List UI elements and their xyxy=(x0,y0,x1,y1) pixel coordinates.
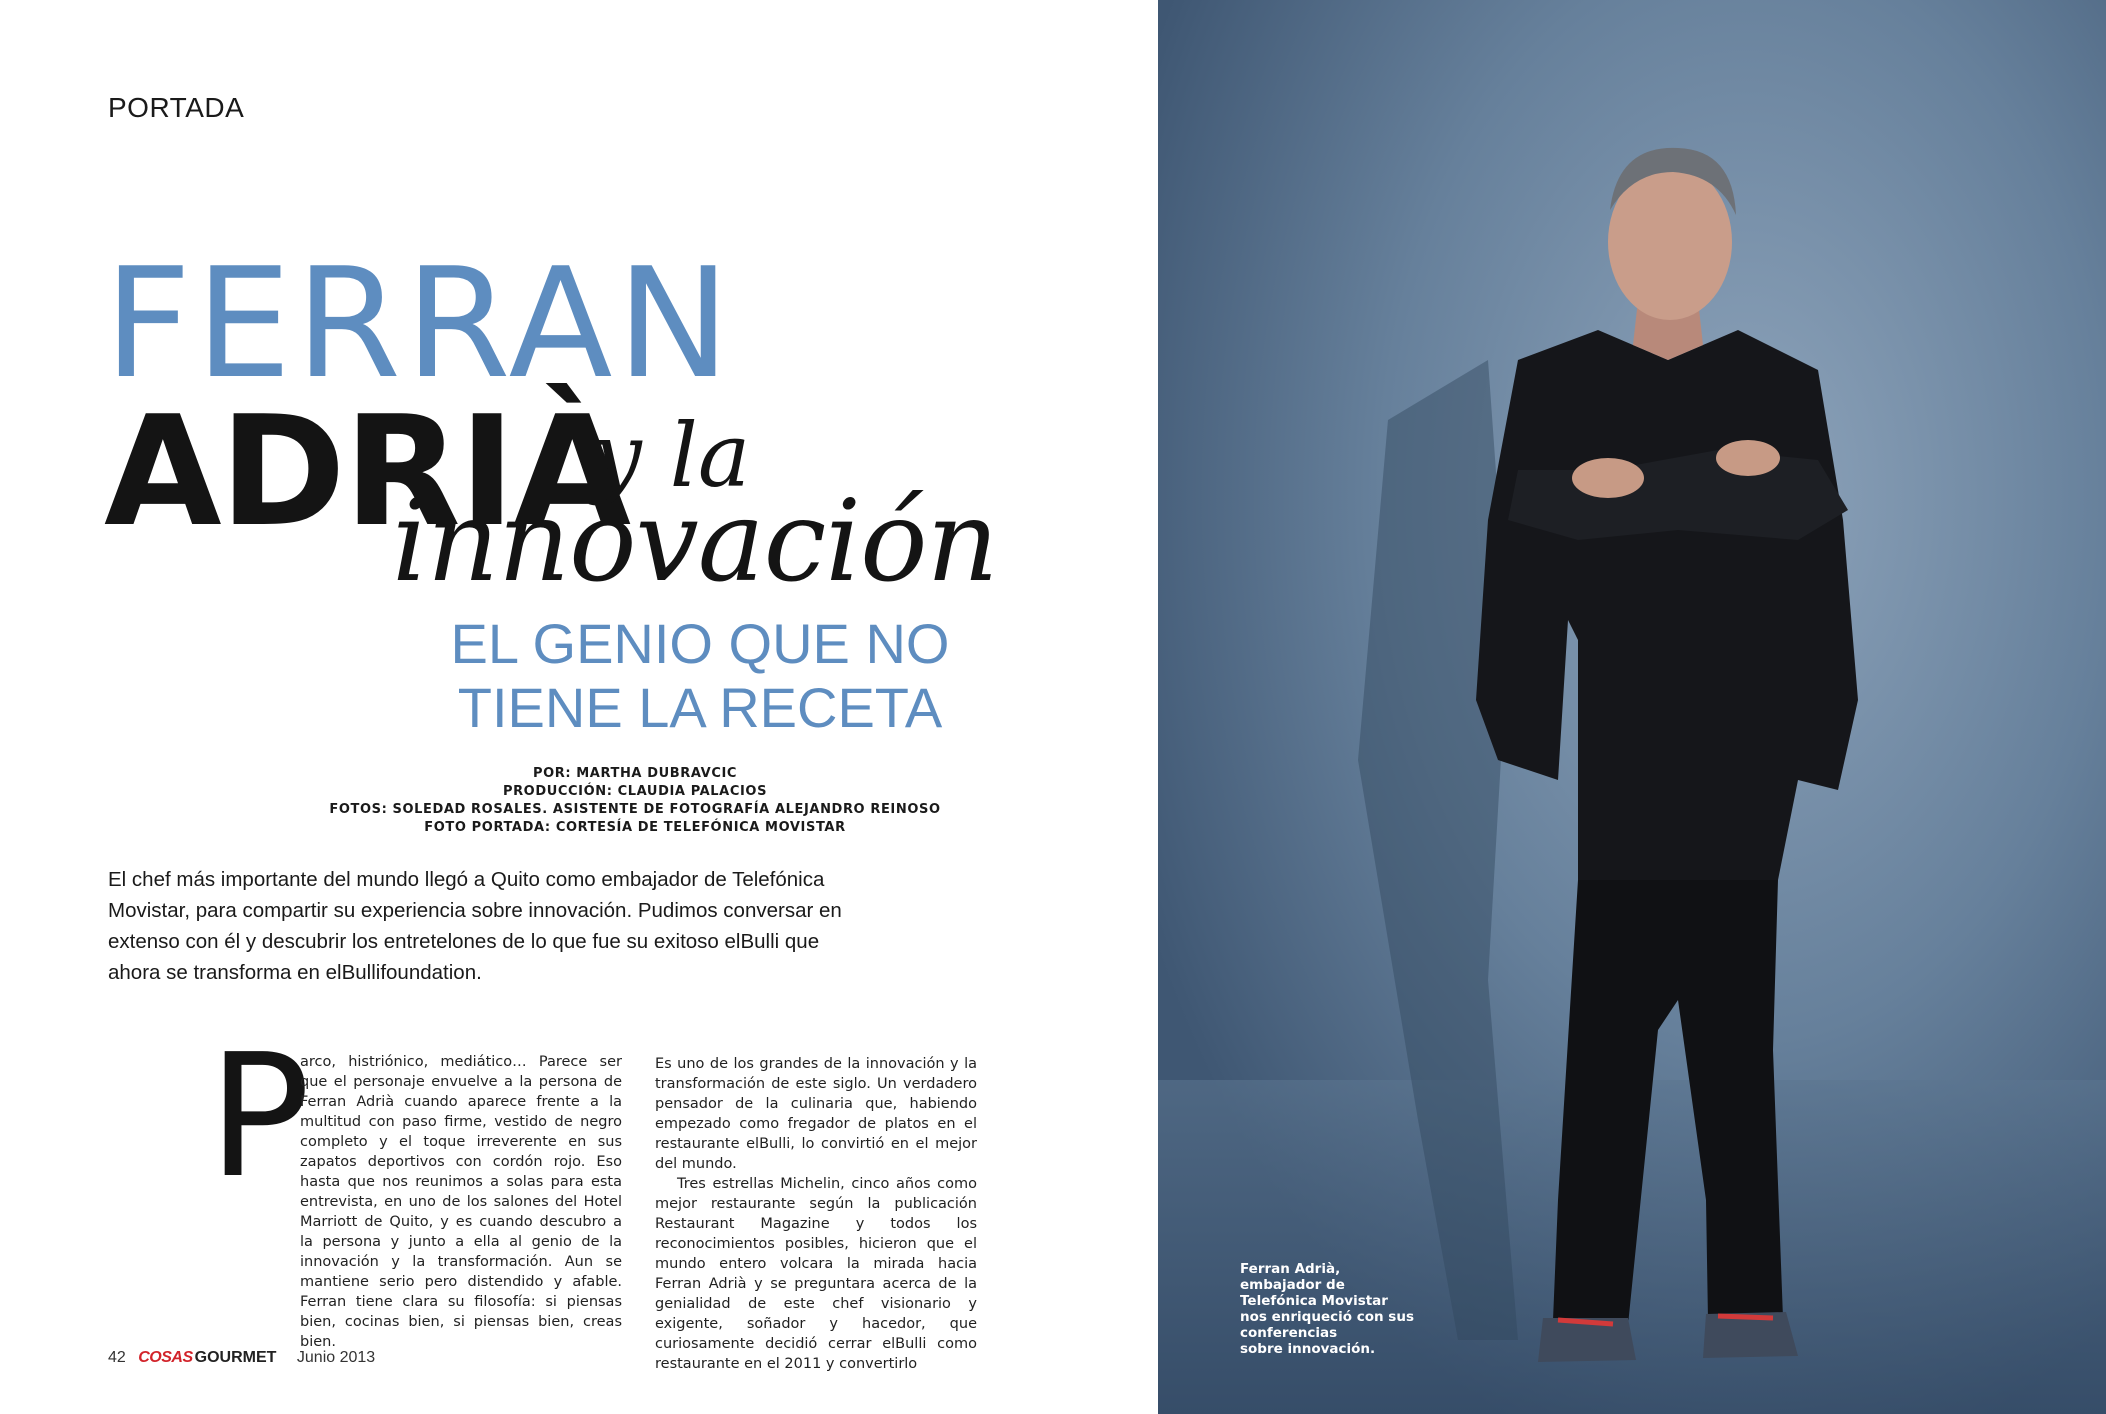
body-column-1 xyxy=(300,1052,622,1352)
caption-line: sobre innovación. xyxy=(1240,1341,1376,1357)
shoe-laces-right xyxy=(1718,1316,1773,1318)
drop-cap: P xyxy=(208,1018,311,1216)
credit-author: POR: MARTHA DUBRAVCIC xyxy=(532,766,738,781)
portrait-photo xyxy=(1158,0,2106,1414)
credits-block xyxy=(200,765,1070,837)
body-paragraph: Es uno de los grandes de la innovación y la transformación de este siglo. Un verdadero pensador de la culinaria que, habiendo empezado como fregador de platos en el restaurante elBulli, lo convirtió en el mejor del mundo. xyxy=(655,1056,977,1172)
subtitle-line-2: TIENE LA RECETA xyxy=(457,676,943,740)
headline-connector: y la xyxy=(592,404,751,507)
photo-page xyxy=(1158,0,2106,1414)
brand-gourmet: GOURMET xyxy=(194,1349,277,1366)
caption-line: embajador de xyxy=(1240,1277,1345,1293)
credit-photos: FOTOS: SOLEDAD ROSALES. ASISTENTE DE FOTOGRAFÍA ALEJANDRO REINOSO xyxy=(329,802,941,817)
subtitle-line-1: EL GENIO QUE NO xyxy=(450,612,950,675)
magazine-brand xyxy=(138,1349,284,1366)
caption-line: Telefónica Movistar xyxy=(1240,1293,1388,1309)
credit-production: PRODUCCIÓN: CLAUDIA PALACIOS xyxy=(502,784,768,799)
section-label: PORTADA xyxy=(108,92,245,123)
photo-caption xyxy=(1240,1261,1460,1357)
headline-topic: innovación xyxy=(392,477,998,607)
hand-right xyxy=(1716,440,1780,476)
caption-line: conferencias xyxy=(1240,1325,1338,1341)
caption-line: Ferran Adrià, xyxy=(1240,1261,1341,1277)
headline-last-name: ADRIÀ xyxy=(104,383,630,560)
lede-paragraph: El chef más importante del mundo llegó a Quito como embajador de Telefónica Movistar, para compartir su experiencia sobre innovación. Pudimos conversar en extenso con él y descubrir los entretelones de lo que fue su exitoso elBulli que ahora se transforma en elBullifoundation. xyxy=(108,868,842,984)
issue-date: Junio 2013 xyxy=(296,1349,376,1366)
headline-first-name: FERRAN xyxy=(104,235,735,412)
body-column-2 xyxy=(655,1054,977,1374)
credit-cover-photo: FOTO PORTADA: CORTESÍA DE TELEFÓNICA MOVISTAR xyxy=(424,820,846,835)
body-paragraph: arco, histriónico, mediático… Parece ser que el personaje envuelve a la persona de Ferran Adrià cuando aparece frente a la multitud con paso firme, vestido de negro completo y el toque irreverente en sus zapatos deportivos con cordón rojo. Eso hasta que nos reunimos a solas para esta entrevista, en uno de los salones del Hotel Marriott de Quito, y es cuando descubro a la persona y junto a ella al genio de la innovación y la transformación. Aun se mantiene serio pero distendido y afable. Ferran tiene clara su filosofía: si piensas bien, cocinas bien, si piensas bien, creas bien. xyxy=(300,1054,622,1350)
body-paragraph: Tres estrellas Michelin, cinco años como mejor restaurante según la publicación Restaurant Magazine y todos los reconocimientos posibles, hicieron que el mundo entero volcara la mirada hacia Ferran Adrià y se preguntara acerca de la genialidad de este chef visionario y exigente, soñador y hacedor, que curiosamente decidió cerrar elBulli como restaurante en el 2011 y convertirlo xyxy=(655,1176,977,1372)
page-footer xyxy=(108,1349,383,1367)
hand-left xyxy=(1572,458,1644,498)
page-number: 42 xyxy=(108,1349,126,1366)
caption-line: nos enriqueció con sus xyxy=(1240,1309,1414,1325)
subtitle xyxy=(400,612,1000,741)
brand-cosas: COSAS xyxy=(138,1349,193,1366)
